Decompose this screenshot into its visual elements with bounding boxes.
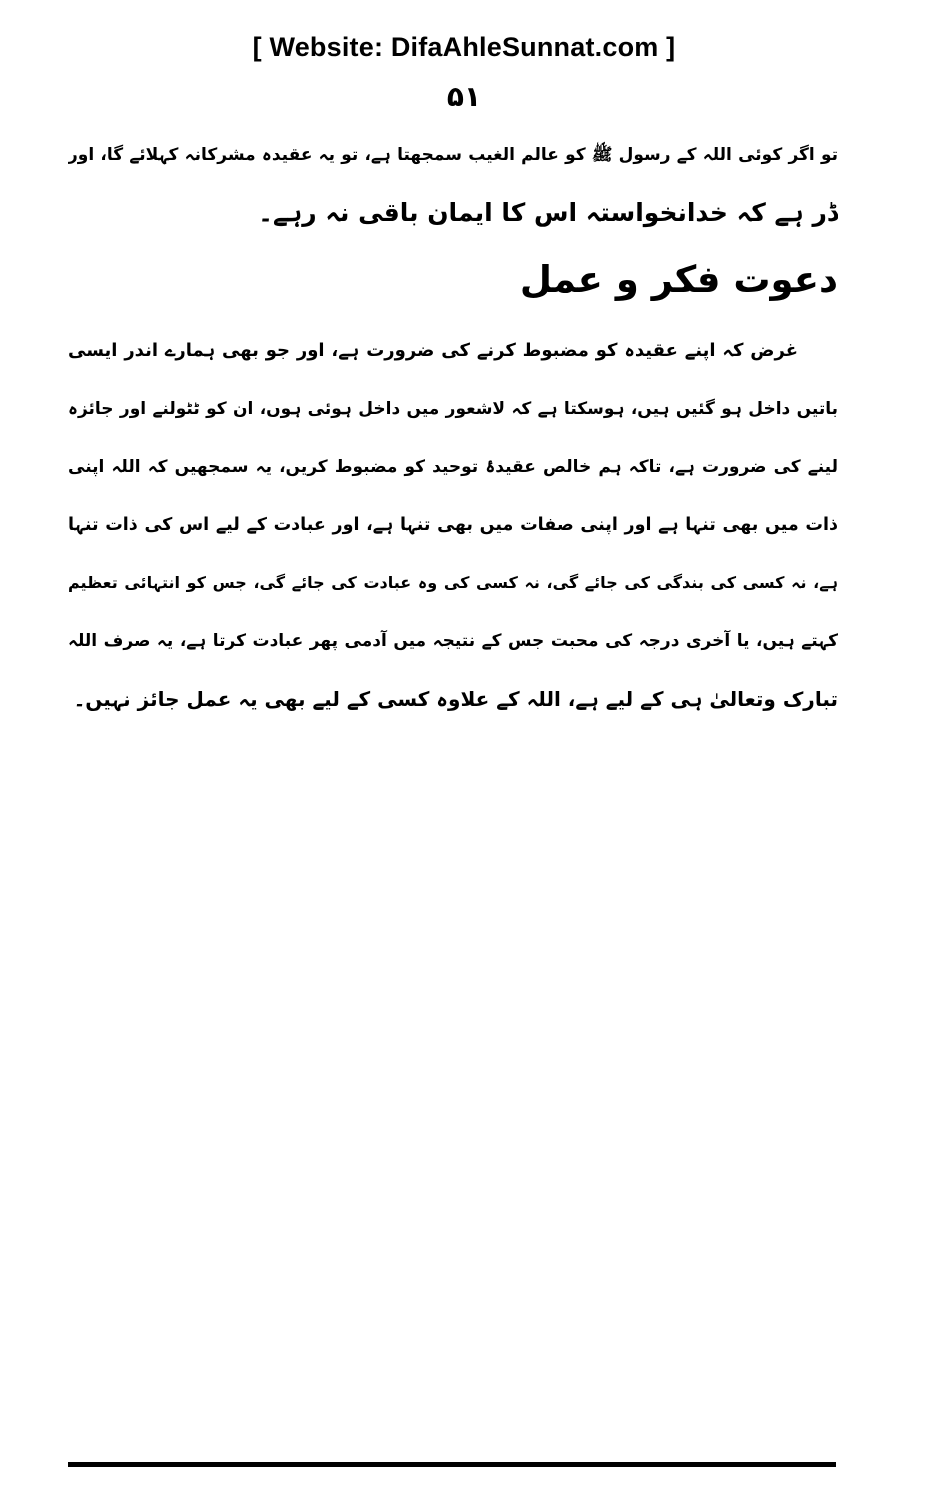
text-line: لینے کی ضرورت ہے، تاکہ ہم خالص عقیدۂ توحید کو مضبوط کریں، یہ سمجھیں کہ اللہ اپنی (68, 457, 838, 477)
text-line: غرض کہ اپنے عقیدہ کو مضبوط کرنے کی ضرورت ہے، اور جو بھی ہمارے اندر ایسی (68, 340, 798, 361)
paragraph-body (68, 322, 838, 728)
text-line: باتیں داخل ہو گئیں ہیں، ہوسکتا ہے کہ لاشعور میں داخل ہوئی ہوں، ان کو ٹٹولنے اور جائزہ (68, 399, 838, 419)
text-line: تو اگر کوئی اللہ کے رسول ﷺ کو عالم الغیب سمجھتا ہے، تو یہ عقیدہ مشرکانہ کہلائے گا، اور (68, 145, 838, 165)
section-heading: دعوت فکر و عمل (519, 258, 838, 301)
text-line: تبارک وتعالیٰ ہی کے لیے ہے، اللہ کے علاوہ کسی کے لیے بھی یہ عمل جائز نہیں۔ (73, 687, 838, 711)
text-line: کہتے ہیں، یا آخری درجہ کی محبت جس کے نتیجہ میں آدمی پھر عبادت کرتا ہے، یہ صرف اللہ (68, 631, 838, 651)
text-line: ڈر ہے کہ خدانخواستہ اس کا ایمان باقی نہ رہے۔ (258, 198, 838, 227)
footer-divider (68, 1462, 836, 1467)
paragraph-intro (68, 126, 838, 242)
text-line: ذات میں بھی تنہا ہے اور اپنی صفات میں بھی تنہا ہے، اور عبادت کے لیے اس کی ذات تنہا (68, 515, 838, 535)
text-line: ہے، نہ کسی کی بندگی کی جائے گی، نہ کسی کی وہ عبادت کی جائے گی، جس کو انتہائی تعظیم (68, 573, 838, 592)
page-number: ۵۱ (446, 80, 482, 113)
website-header: [ Website: DifaAhleSunnat.com ] (252, 32, 676, 62)
